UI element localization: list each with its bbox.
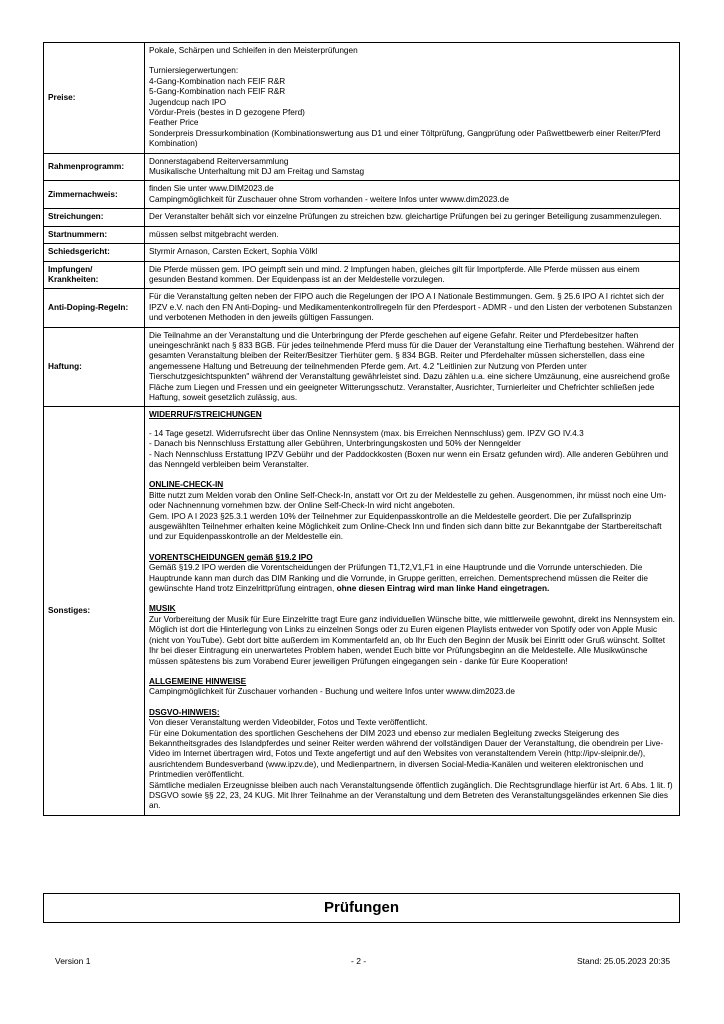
row-streichungen xyxy=(44,209,680,226)
musik-text: Zur Vorbereitung der Musik für Eure Einzelritte tragt Eure ganz individuellen Wünsche bitte, wie mittlerweile gewohnt, direkt ins Nennsystem ein. Möglich ist dort die Hinterlegung von Links zu einzelnen Songs oder zu Euren eigenen Playlists entweder von Spotify oder von Apple Music (nicht von YouTube). Gebt dort bitte außerdem im Kommentarfeld an, ob Ihr Euch den Beginn der Musik bei Einritt oder Gruß wünscht. Solltet Ihr bei dieser Eintragung ein unerwartetes Problem haben, wendet Euch bitte vor Prüfungsbeginn an die Meldestelle. Alle Musikwünsche müssen spätestens bis zum Vorabend Eurer jeweiligen Prüfungen eingegangen sein - danke für Eure Kooperation! xyxy=(149,614,675,666)
value-sonstiges xyxy=(145,407,680,815)
row-impfungen xyxy=(44,261,680,289)
footer-version: Version 1 xyxy=(55,956,91,966)
label-schiedsgericht: Schiedsgericht: xyxy=(44,244,145,261)
row-schiedsgericht xyxy=(44,244,680,261)
row-rahmenprogramm xyxy=(44,153,680,181)
label-haftung: Haftung: xyxy=(44,327,145,407)
value-rahmenprogramm: Donnerstagabend Reiterversammlung Musikalische Unterhaltung mit DJ am Freitag und Samstag xyxy=(145,153,680,181)
row-startnummern xyxy=(44,226,680,243)
value-startnummern: müssen selbst mitgebracht werden. xyxy=(145,226,680,243)
value-streichungen: Der Veranstalter behält sich vor einzelne Prüfungen zu streichen bzw. gleichartige Prüfungen bei zu geringer Beteiligung zusammenzulegen. xyxy=(145,209,680,226)
vorentscheidungen-bold: ohne diesen Eintrag wird man linke Hand eingetragen. xyxy=(336,584,550,594)
label-streichungen: Streichungen: xyxy=(44,209,145,226)
label-impfungen: Impfungen/ Krankheiten: xyxy=(44,261,145,289)
value-schiedsgericht: Styrmir Arnason, Carsten Eckert, Sophia Völkl xyxy=(145,244,680,261)
label-rahmenprogramm: Rahmenprogramm: xyxy=(44,153,145,181)
label-preise: Preise: xyxy=(44,43,145,154)
row-sonstiges xyxy=(44,407,680,815)
footer-stand: Stand: 25.05.2023 20:35 xyxy=(577,956,671,966)
preise-line1: Pokale, Schärpen und Schleifen in den Meisterprüfungen xyxy=(149,46,358,55)
checkin-text: Bitte nutzt zum Melden vorab den Online Self-Check-In, anstatt vor Ort zu der Meldestelle zu gehen. Ausgenommen, ihr müsst noch eine Um-oder Nachnennung vornehmen bzw. der Online Self-Check-In wird nicht angeboten. Gem. IPO A I 2023 §25.3.1 werden 10% der Teilnehmer zur Equidenpasskontrolle an die Meldestelle geordert. Die per Zufallsprinzip ausgewählten Teilnehmer erhalten keine Möglichkeit zum Online-Check Inn und finden sich dann bitte zur Bekanntgabe der Startbereitschaft und zur Equidenpasskontrolle an der Meldestelle ein. xyxy=(149,490,667,542)
vorentscheidungen-paragraph xyxy=(149,563,675,594)
row-preise xyxy=(44,43,680,154)
info-table xyxy=(43,42,680,816)
footer-page-number: - 2 - xyxy=(351,956,367,966)
vorentscheidungen-text: Gemäß §19.2 IPO werden die Vorentscheidungen der Prüfungen T1,T2,V1,F1 in eine Hauptrunde und die Vorrunde unterschieden. Die Hauptrunde kann man durch das DIM Ranking und die Vorrunde, in Gruppe geritten, erreichen. Dementsprechend müssen die Reiter die gewünschte Hand trotz Einzelrittprüfung eintragen, xyxy=(149,563,648,594)
row-anti-doping xyxy=(44,289,680,327)
allgemeine-hinweise-text: Campingmöglichkeit für Zuschauer vorhanden - Buchung und weitere Infos unter wwww.dim2023.de xyxy=(149,687,515,697)
label-anti-doping: Anti-Doping-Regeln: xyxy=(44,289,145,327)
checkin-heading: ONLINE-CHECK-IN xyxy=(149,480,224,490)
value-impfungen: Die Pferde müssen gem. IPO geimpft sein und mind. 2 Impfungen haben, gleiches gilt für Importpferde. Alle Pferde müssen aus einem gesunden Bestand kommen. Der Equidenpass ist an der Meldestelle vorzulegen. xyxy=(145,261,680,289)
row-zimmernachweis xyxy=(44,181,680,209)
label-sonstiges: Sonstiges: xyxy=(44,407,145,815)
allgemeine-hinweise-heading: ALLGEMEINE HINWEISE xyxy=(149,676,247,686)
vorentscheidungen-heading: VORENTSCHEIDUNGEN gemäß §19.2 IPO xyxy=(149,552,313,562)
label-zimmernachweis: Zimmernachweis: xyxy=(44,181,145,209)
musik-heading: MUSIK xyxy=(149,604,176,614)
value-preise xyxy=(145,43,680,154)
dsgvo-text: Von dieser Veranstaltung werden Videobilder, Fotos und Texte veröffentlicht. Für eine Dokumentation des sportlichen Geschehens der DIM 2023 und ebenso zur medialen Begleitung zwecks Steigerung des Bekanntheitsgrades des Islandpferdes und seiner Reiter werden während der vollständigen Dauer der Veranstaltung, die obendrein per Live-Video im Internet übertragen wird, Fotos und Texte angefertigt und auf den Websites von veranstaltendem Verein (http://ipv-sleipnir.de/), ausrichtendem Bundesverband (www.ipzv.de), und Medienpartnern, in diversen Social-Media-Kanälen und weiteren elektronischen und Printmedien veröffentlicht. Sämtliche medialen Erzeugnisse bleiben auch nach Veranstaltungsende öffentlich zugänglich. Die Rechtsgrundlage hierfür ist Art. 6 Abs. 1 lit. f) DSGVO sowie §§ 22, 23, 24 KUG. Mit Ihrer Teilnahme an der Veranstaltung und dem Betreten des Veranstaltungsgeländes erkennen Sie dies an. xyxy=(149,718,673,811)
row-haftung xyxy=(44,327,680,407)
value-haftung: Die Teilnahme an der Veranstaltung und die Unterbringung der Pferde geschehen auf eigene Gefahr. Reiter und Pferdebesitzer haften uneingeschränkt nach § 833 BGB. Für jedes teilnehmende Pferd muss für die Dauer der Veranstaltung eine Tierhaftung bestehen. Während der gesamten Veranstaltung bleiben der Reiter/Besitzer Tierhüter gem. § 834 BGB. Reiter und Pferdehalter müssen sicherstellen, dass eine angemessene Haltung und Betreuung der teilnehmenden Pferde gem. Art. 4.2 "Leitlinien zur Nutzung von Pferden unter Tierschutzgesichtspunkten" während der Veranstaltung gewährleistet sind. Dazu zählen u.a. eine sichere Umzäunung, eine ausreichend große Fläche zum Liegen und Fressen und ein geeigneter Witterungsschutz. Veranstalter, Ausrichter, Turnierleiter und Chefrichter schließen jede Haftung, soweit gesetzlich zulässig, aus. xyxy=(145,327,680,407)
widerruf-heading: WIDERRUF/STREICHUNGEN xyxy=(149,410,262,420)
label-startnummern: Startnummern: xyxy=(44,226,145,243)
widerruf-text: - 14 Tage gesetzl. Widerrufsrecht über das Online Nennsystem (max. bis Erreichen Nennschluss) gem. IPZV GO IV.4.3 - Danach bis Nennschluss Erstattung aller Gebühren, Unterbringungskosten und 50% der Nenngelder - Nach Nennschluss Erstattung IPZV Gebühr und der Paddockkosten (Boxen nur wenn ein Ersatz gefunden wird). Alle anderen Gebühren und das Nenngeld verbleiben beim Veranstalter. xyxy=(149,428,669,469)
section-title-pruefungen: Prüfungen xyxy=(43,893,680,923)
preise-lines: Turniersiegerwertungen: 4-Gang-Kombination nach FEIF R&R 5-Gang-Kombination nach FEIF R&R Jugendcup nach IPO Vördur-Preis (bestes in D gezogene Pferd) Feather Price Sonderpreis Dressurkombination (Kombinationswertung aus D1 und einer Töltprüfung, Gangprüfung oder Paßwettbewerb einer Reiter/Pferd Kombination) xyxy=(149,66,661,149)
value-zimmernachweis: finden Sie unter www.DIM2023.de Campingmöglichkeit für Zuschauer ohne Strom vorhanden - weitere Infos unter wwww.dim2023.de xyxy=(145,181,680,209)
dsgvo-heading: DSGVO-HINWEIS: xyxy=(149,707,220,717)
value-anti-doping: Für die Veranstaltung gelten neben der FIPO auch die Regelungen der IPO A I Nationale Bestimmungen. Gem. § 25.6 IPO A I richtet sich der IPZV e.V. nach den FN Anti-Doping- und Medikamentenkontrollregeln für den Pferdesport - ADMR - und den Listen der verbotenen Substanzen und verbotenen Methoden in den jeweils gültigen Fassungen. xyxy=(145,289,680,327)
